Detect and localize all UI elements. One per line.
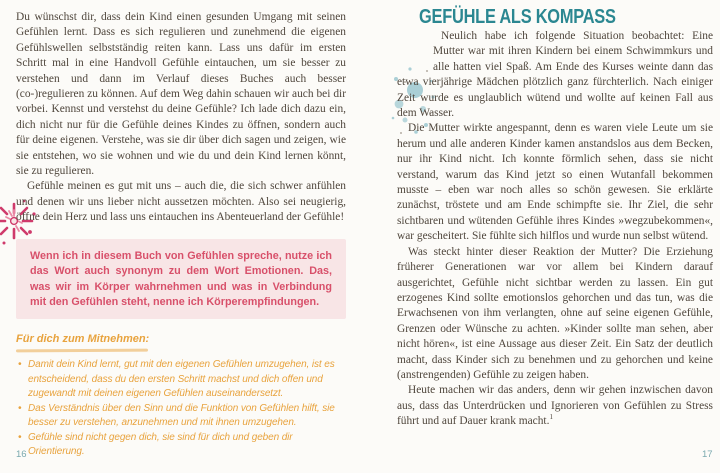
paragraph: Die Mutter wirkte angespannt, denn es waren viele Leute um sie herum und alle anderen Kinder kamen anstandslos aus dem Becken, nur ihr Kind nicht. Ich konnte förmlich sehen, dass sie nicht verstand, warum das Kind jetzt so einen Wutanfall bekommen musste – eben war noch alles so schön gewesen. Sie erklärte zunächst, tröstete und am Ende schimpfte sie. Ihr Ziel, die sehr sichtbaren und wütenden Gefühle ihres Kindes »wegzubekommen«, war gescheitert. Sie fühlte sich hilflos und wurde nun selbst wütend.: [397, 122, 713, 243]
text-wrap-spacer: [397, 29, 433, 62]
footnote-marker: 1: [549, 413, 553, 422]
underline-decoration: [16, 349, 148, 353]
paragraph: [397, 29, 713, 121]
paragraph-text: Neulich habe ich folgende Situation beobachtet: Eine Mutter war mit ihren Kindern bei einem Schwimmkurs und alle hatten viel Spaß. Am Ende des Kurses weinte dann das etwa vierjährige Mädchen plötzlich ganz fürchterlich. Nach einiger Zeit wurde es unglaublich wütend und wollte auf keinen Fall aus dem Wasser.: [397, 30, 713, 120]
info-box: [16, 239, 346, 320]
paragraph: Gefühle meinen es gut mit uns – auch die, die sich schwer anfühlen und denen wir uns lieber nicht aussetzen möchten. Also sei neugierig, öffne dein Herz und lass uns eintauchen ins Abenteuerland der Gefühle!: [16, 180, 346, 224]
takeaway-heading: Für dich zum Mitnehmen:: [16, 333, 150, 346]
paragraph: [397, 383, 713, 429]
page-number-left: 16: [16, 449, 27, 460]
page-left: [16, 10, 346, 460]
list-item: • Damit dein Kind lernt, gut mit den eigenen Gefühlen umzugehen, ist es entscheidend, dass du den ersten Schritt machst und dich offen und zugewandt mit deinen eigenen Gefühlen auseinandersetzt.: [16, 358, 346, 402]
takeaway-list: [16, 358, 346, 460]
info-box-text: Wenn ich in diesem Buch von Gefühlen spreche, nutze ich das Wort auch synonym zu dem Wort Emotionen. Das, was wir im Körper wahrnehmen und was in Verbindung mit den Gefühlen steht, nenne ich Körperempfindungen.: [30, 249, 332, 308]
page-right: [397, 5, 713, 430]
paragraph-text: Heute machen wir das anders, denn wir gehen inzwischen davon aus, dass das Unterdrücken und Ignorieren von Gefühlen zu Stress führt und auf Dauer krank macht.: [397, 384, 713, 428]
list-item: • Gefühle sind nicht gegen dich, sie sind für dich und geben dir Orientierung.: [16, 431, 346, 460]
paragraph: Was steckt hinter dieser Reaktion der Mutter? Die Erziehung früherer Generationen war vor allem bei Kindern darauf ausgerichtet, Gefühle nicht sichtbar werden zu lassen. Ein gut erzogenes Kind sollte emotionslos gehorchen und das tun, was die Erwachsenen von ihm verlangten, ohne auf seine eigenen Gefühle, Grenzen oder Wünsche zu achten. »Kinder sollte man sehen, aber nicht hören«, ist eine Aussage aus dieser Zeit. Ein Satz der deutlich macht, dass Kinder sich zu benehmen und zu gehorchen und keine (anstrengenden) Gefühle zu zeigen haben.: [397, 245, 713, 381]
list-item: • Das Verständnis über den Sinn und die Funktion von Gefühlen hilft, sie besser zu verstehen, anzunehmen und mit ihnen umzugehen.: [16, 402, 346, 431]
chapter-heading: GEFÜHLE ALS KOMPASS: [419, 6, 616, 28]
page-number-right: 17: [702, 449, 713, 460]
paragraph: Du wünschst dir, dass dein Kind einen gesunden Umgang mit seinen Gefühlen lernt. Dass es sich regulieren und zunehmend die eigenen Gefühlswellen selbstständig reiten kann. Lass uns dafür im ersten Schritt mal in eine Handvoll Gefühle eintauchen, um sie besser zu verstehen und dann im Verlauf dieses Buches auch besser (co-)regulieren zu können. Auf dem Weg dahin schauen wir auch bei dir vorbei. Kennst und verstehst du deine Gefühle? Ich lade dich dazu ein, dich nicht nur für die Gefühle deines Kindes zu öffnen, sondern auch für deine eigenen. Verstehe, was sie dir über dich sagen und zeigen, wie sie entstehen, wo sie wohnen und wie du und dein Kind lernen könnt, sie zu regulieren.: [16, 11, 346, 178]
